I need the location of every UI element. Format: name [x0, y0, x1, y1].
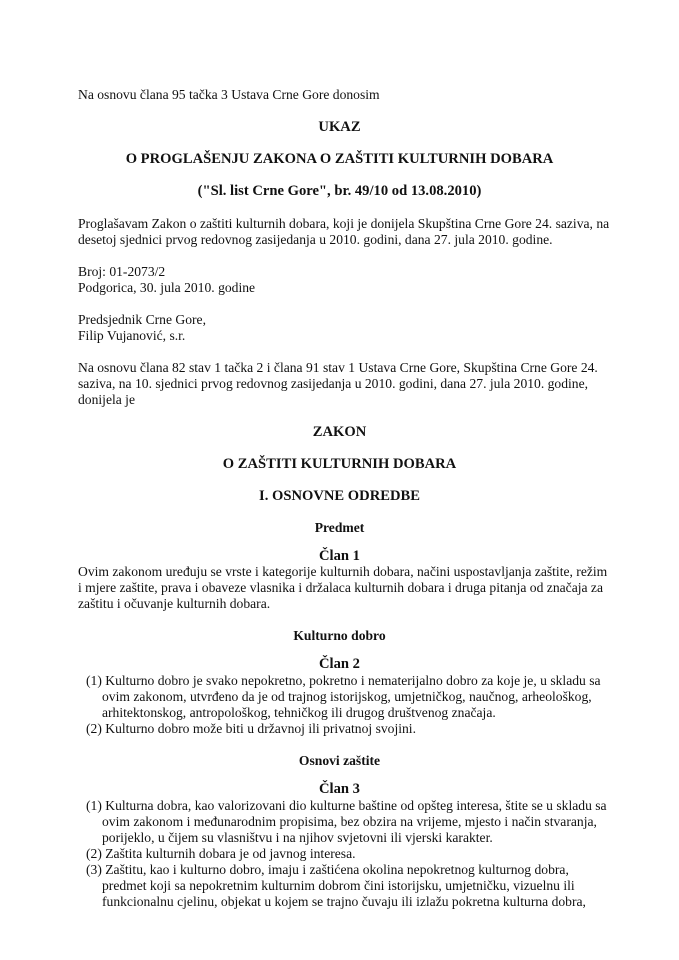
text-line: (3) Zaštitu, kao i kulturno dobro, imaju i zaštićena okolina nepokretnog kulturnog dobra, — [86, 862, 569, 877]
clan-3-heading: Član 3 — [319, 781, 360, 797]
text-line: donijela je — [78, 392, 135, 407]
text-line: (2) Kulturno dobro može biti u državnoj ili privatnoj svojini. — [86, 721, 416, 736]
text-line: saziva, na 10. sjednici prvog redovnog zasijedanja u 2010. godini, dana 27. jula 2010. godine, — [78, 376, 589, 391]
signature-paragraph — [78, 312, 618, 344]
ukaz-subtitle-heading: O PROGLAŠENJU ZAKONA O ZAŠTITI KULTURNIH DOBARA — [125, 151, 554, 167]
chapter-1-heading: I. OSNOVNE ODREDBE — [259, 488, 420, 504]
text-line: i mjere zaštite, prava i obaveze vlasnika i držalaca kulturnih dobara i druga pitanja od značaja za — [78, 580, 603, 595]
ukaz-title-heading: UKAZ — [318, 119, 361, 135]
text-line: Broj: 01-2073/2 — [78, 264, 166, 279]
text-line: desetoj sjednici prvog redovnog zasijedanja u 2010. godini, dana 27. jula 2010. godine. — [78, 232, 553, 247]
text-line: (2) Zaštita kulturnih dobara je od javnog interesa. — [86, 846, 356, 861]
heading-predmet-heading: Predmet — [314, 520, 365, 535]
number-place-paragraph — [78, 264, 618, 296]
text-line: predmet koji sa nepokretnim kulturnim dobrom čini istorijsku, umjetničku, vizuelnu ili — [102, 878, 575, 893]
text-line: ovim zakonom, utvrđeno da je od trajnog istorijskog, umjetničkog, naučnog, arheološkog, — [102, 689, 592, 704]
law-subtitle-heading: O ZAŠTITI KULTURNIH DOBARA — [222, 456, 457, 472]
proclamation-paragraph — [78, 216, 618, 248]
text-line: arhitektonskog, antropološkog, tehničkog ili drugog društvenog značaja. — [102, 705, 496, 720]
text-line: funkcionalnu cjelinu, objekat u kojem se trajno čuvaju ili izlažu pokretna kulturna dobra, — [102, 894, 586, 909]
heading-kulturno-dobro-heading: Kulturno dobro — [293, 628, 386, 643]
text-line: (1) Kulturno dobro je svako nepokretno, pokretno i nematerijalno dobro za koje je, u skladu sa — [86, 673, 601, 688]
gazette-ref-heading: ("Sl. list Crne Gore", br. 49/10 od 13.08.2010) — [197, 183, 482, 199]
text-line: zaštitu i očuvanje kulturnih dobara. — [78, 596, 271, 611]
clan-1-heading: Član 1 — [319, 548, 360, 564]
clan-3-item-1-paragraph — [78, 798, 618, 846]
intro-paragraph — [78, 87, 618, 103]
law-title-heading: ZAKON — [312, 424, 367, 440]
text-line: Predsjednik Crne Gore, — [78, 312, 206, 327]
clan-2-item-2-paragraph — [78, 721, 618, 737]
text-line: Ovim zakonom uređuju se vrste i kategorije kulturnih dobara, načini uspostavljanja zaštite, režim — [78, 564, 608, 579]
heading-osnovi-zastite-heading: Osnovi zaštite — [298, 753, 381, 768]
text-line: Na osnovu člana 82 stav 1 tačka 2 i člana 91 stav 1 Ustava Crne Gore, Skupština Crne Gore 24. — [78, 360, 598, 375]
clan-2-heading: Član 2 — [319, 656, 360, 672]
clan-1-text-paragraph — [78, 564, 618, 612]
text-line: Proglašavam Zakon o zaštiti kulturnih dobara, koji je donijela Skupština Crne Gore 24. saziva, na — [78, 216, 610, 231]
clan-3-item-3-paragraph — [78, 862, 618, 910]
text-line: Podgorica, 30. jula 2010. godine — [78, 280, 256, 295]
text-line: porijeklo, u čijem su vlasništvu i na njihov svjetovni ili vjerski karakter. — [102, 830, 493, 845]
clan-3-item-2-paragraph — [78, 846, 618, 862]
preamble-paragraph — [78, 360, 618, 408]
text-line: Na osnovu člana 95 tačka 3 Ustava Crne Gore donosim — [78, 87, 380, 102]
text-line: Filip Vujanović, s.r. — [78, 328, 186, 343]
clan-2-item-1-paragraph — [78, 673, 618, 721]
text-line: ovim zakonom i međunarodnim propisima, bez obzira na vrijeme, mjesto i način stvaranja, — [102, 814, 597, 829]
text-line: (1) Kulturna dobra, kao valorizovani dio kulturne baštine od opšteg interesa, štite se u skladu sa — [86, 798, 607, 813]
